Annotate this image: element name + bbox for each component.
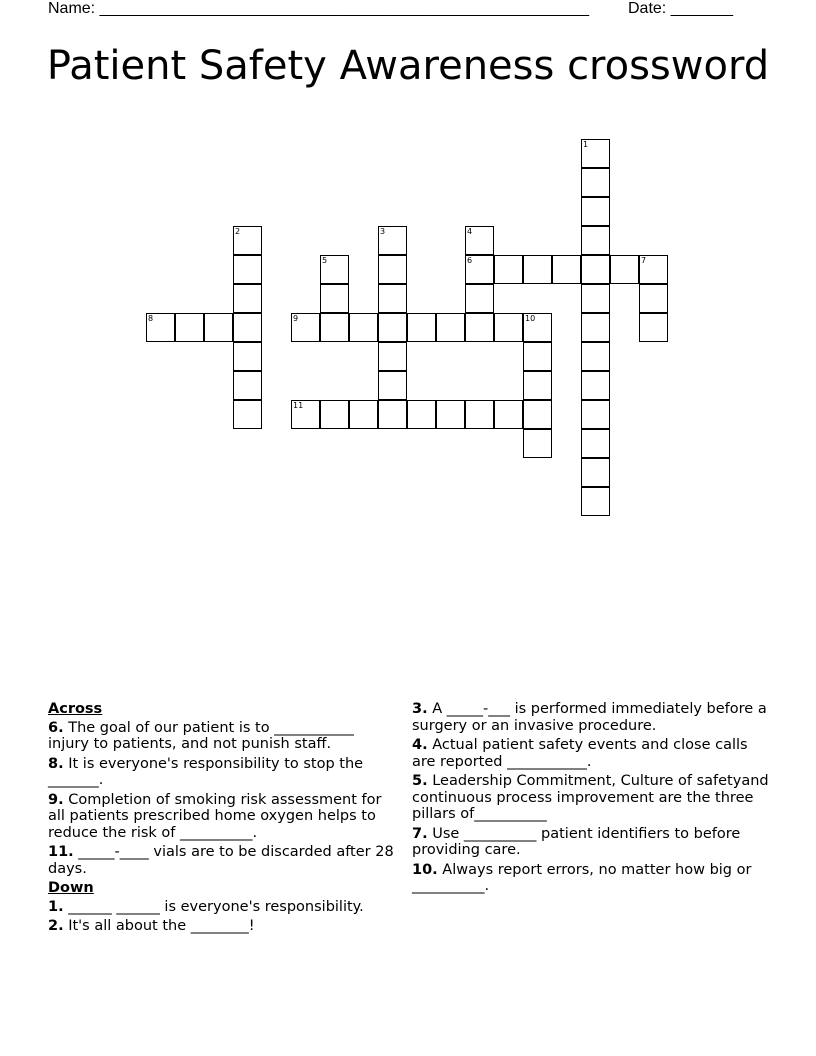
across-clue-list [48, 720, 398, 878]
clue-item [48, 918, 398, 935]
grid-cell[interactable] [291, 313, 320, 342]
clue-item-number: 9. [48, 791, 64, 808]
grid-cell[interactable] [523, 371, 552, 400]
down-clue-list-continued [412, 701, 772, 895]
clue-item-number: 8. [48, 755, 64, 772]
clue-item-text: Always report errors, no matter how big or __________. [412, 861, 752, 894]
grid-cell[interactable] [349, 400, 378, 429]
grid-cell[interactable] [523, 255, 552, 284]
clue-number: 2 [235, 227, 241, 236]
clue-item-number: 4. [412, 737, 428, 753]
down-clue-list [48, 899, 398, 935]
clue-item-text: ______ ______ is everyone's responsibility. [63, 898, 364, 915]
clue-item-number: 5. [412, 773, 428, 789]
clue-number: 6 [467, 256, 473, 265]
grid-cell[interactable] [233, 342, 262, 371]
page-title: Patient Safety Awareness crossword [46, 43, 770, 89]
grid-cell[interactable] [494, 313, 523, 342]
grid-cell[interactable] [233, 284, 262, 313]
grid-cell[interactable] [320, 284, 349, 313]
grid-cell[interactable] [233, 226, 262, 255]
grid-cell[interactable] [146, 313, 175, 342]
grid-cell[interactable] [581, 313, 610, 342]
grid-cell[interactable] [581, 487, 610, 516]
grid-cell[interactable] [523, 400, 552, 429]
grid-cell[interactable] [320, 400, 349, 429]
grid-cell[interactable] [639, 284, 668, 313]
clue-number: 7 [641, 256, 647, 265]
grid-cell[interactable] [465, 284, 494, 313]
grid-cell[interactable] [581, 139, 610, 168]
grid-cell[interactable] [349, 313, 378, 342]
clue-item [412, 862, 772, 895]
clue-number: 10 [525, 314, 536, 323]
clue-item-text: Use __________ patient identifiers to before providing care. [412, 825, 741, 858]
clue-item-number: 7. [412, 825, 428, 842]
clue-item-text: It's all about the ________! [63, 918, 255, 934]
grid-cell[interactable] [291, 400, 320, 429]
clue-item-number: 10. [412, 861, 438, 878]
grid-cell[interactable] [465, 226, 494, 255]
clue-number: 1 [583, 140, 589, 149]
grid-cell[interactable] [407, 400, 436, 429]
clue-item-text: A _____-___ is performed immediately before a surgery or an invasive procedure. [412, 701, 767, 734]
date-field-label: Date: _______ [628, 0, 733, 17]
across-heading: Across [48, 701, 103, 717]
grid-cell[interactable] [494, 255, 523, 284]
clue-item [412, 701, 772, 734]
grid-cell[interactable] [581, 168, 610, 197]
clues-left-column [48, 701, 398, 938]
clue-item [412, 773, 772, 823]
grid-cell[interactable] [639, 313, 668, 342]
clue-item-number: 11. [48, 844, 74, 860]
grid-cell[interactable] [639, 255, 668, 284]
clue-item-text: Actual patient safety events and close calls are reported ___________. [412, 737, 748, 770]
clue-item [412, 826, 772, 859]
grid-cell[interactable] [233, 313, 262, 342]
down-heading: Down [48, 880, 94, 896]
grid-cell[interactable] [523, 342, 552, 371]
grid-cell[interactable] [175, 313, 204, 342]
clue-number: 11 [293, 401, 304, 410]
grid-cell[interactable] [378, 371, 407, 400]
grid-cell[interactable] [465, 313, 494, 342]
clue-item [48, 844, 398, 877]
clue-item-text: Completion of smoking risk assessment for all patients prescribed home oxygen helps to reduce the risk of __________. [48, 791, 382, 841]
clue-item-number: 1. [48, 898, 64, 915]
clue-item [48, 720, 398, 753]
clue-item [412, 737, 772, 770]
clue-number: 9 [293, 314, 299, 323]
clues-right-column [412, 701, 772, 898]
grid-cell[interactable] [407, 313, 436, 342]
grid-cell[interactable] [204, 313, 233, 342]
name-field-label: Name: _______________________________________________________ [48, 0, 589, 17]
grid-cell[interactable] [378, 342, 407, 371]
clue-item [48, 756, 398, 789]
clue-item-number: 3. [412, 701, 428, 717]
clue-item-text: _____-____ vials are to be discarded after 28 days. [48, 844, 394, 877]
grid-cell[interactable] [378, 313, 407, 342]
grid-cell[interactable] [320, 255, 349, 284]
grid-cell[interactable] [436, 313, 465, 342]
grid-cell[interactable] [233, 400, 262, 429]
grid-cell[interactable] [233, 371, 262, 400]
clue-number: 8 [148, 314, 154, 323]
grid-cell[interactable] [378, 255, 407, 284]
clue-number: 3 [380, 227, 386, 236]
grid-cell[interactable] [581, 371, 610, 400]
clue-item-text: It is everyone's responsibility to stop the _______. [48, 755, 364, 788]
grid-cell[interactable] [523, 429, 552, 458]
grid-cell[interactable] [378, 284, 407, 313]
grid-cell[interactable] [378, 226, 407, 255]
grid-cell[interactable] [581, 255, 610, 284]
grid-cell[interactable] [581, 284, 610, 313]
grid-cell[interactable] [581, 400, 610, 429]
clue-number: 4 [467, 227, 473, 236]
grid-cell[interactable] [465, 400, 494, 429]
clue-item-number: 2. [48, 918, 64, 934]
grid-cell[interactable] [581, 458, 610, 487]
grid-cell[interactable] [523, 313, 552, 342]
grid-cell[interactable] [581, 342, 610, 371]
grid-cell[interactable] [494, 400, 523, 429]
grid-cell[interactable] [378, 400, 407, 429]
grid-cell[interactable] [233, 255, 262, 284]
clue-item-text: The goal of our patient is to ___________ injury to patients, and not punish staff. [48, 719, 354, 752]
clue-number: 5 [322, 256, 328, 265]
clue-item [48, 899, 398, 916]
grid-cell[interactable] [465, 255, 494, 284]
grid-cell[interactable] [581, 429, 610, 458]
clue-item-number: 6. [48, 719, 64, 736]
clue-item [48, 792, 398, 842]
grid-cell[interactable] [610, 255, 639, 284]
grid-cell[interactable] [320, 313, 349, 342]
grid-cell[interactable] [552, 255, 581, 284]
grid-cell[interactable] [581, 226, 610, 255]
grid-cell[interactable] [436, 400, 465, 429]
grid-cell[interactable] [581, 197, 610, 226]
clue-item-text: Leadership Commitment, Culture of safetyand continuous process improvement are the three pillars of__________ [412, 773, 769, 822]
